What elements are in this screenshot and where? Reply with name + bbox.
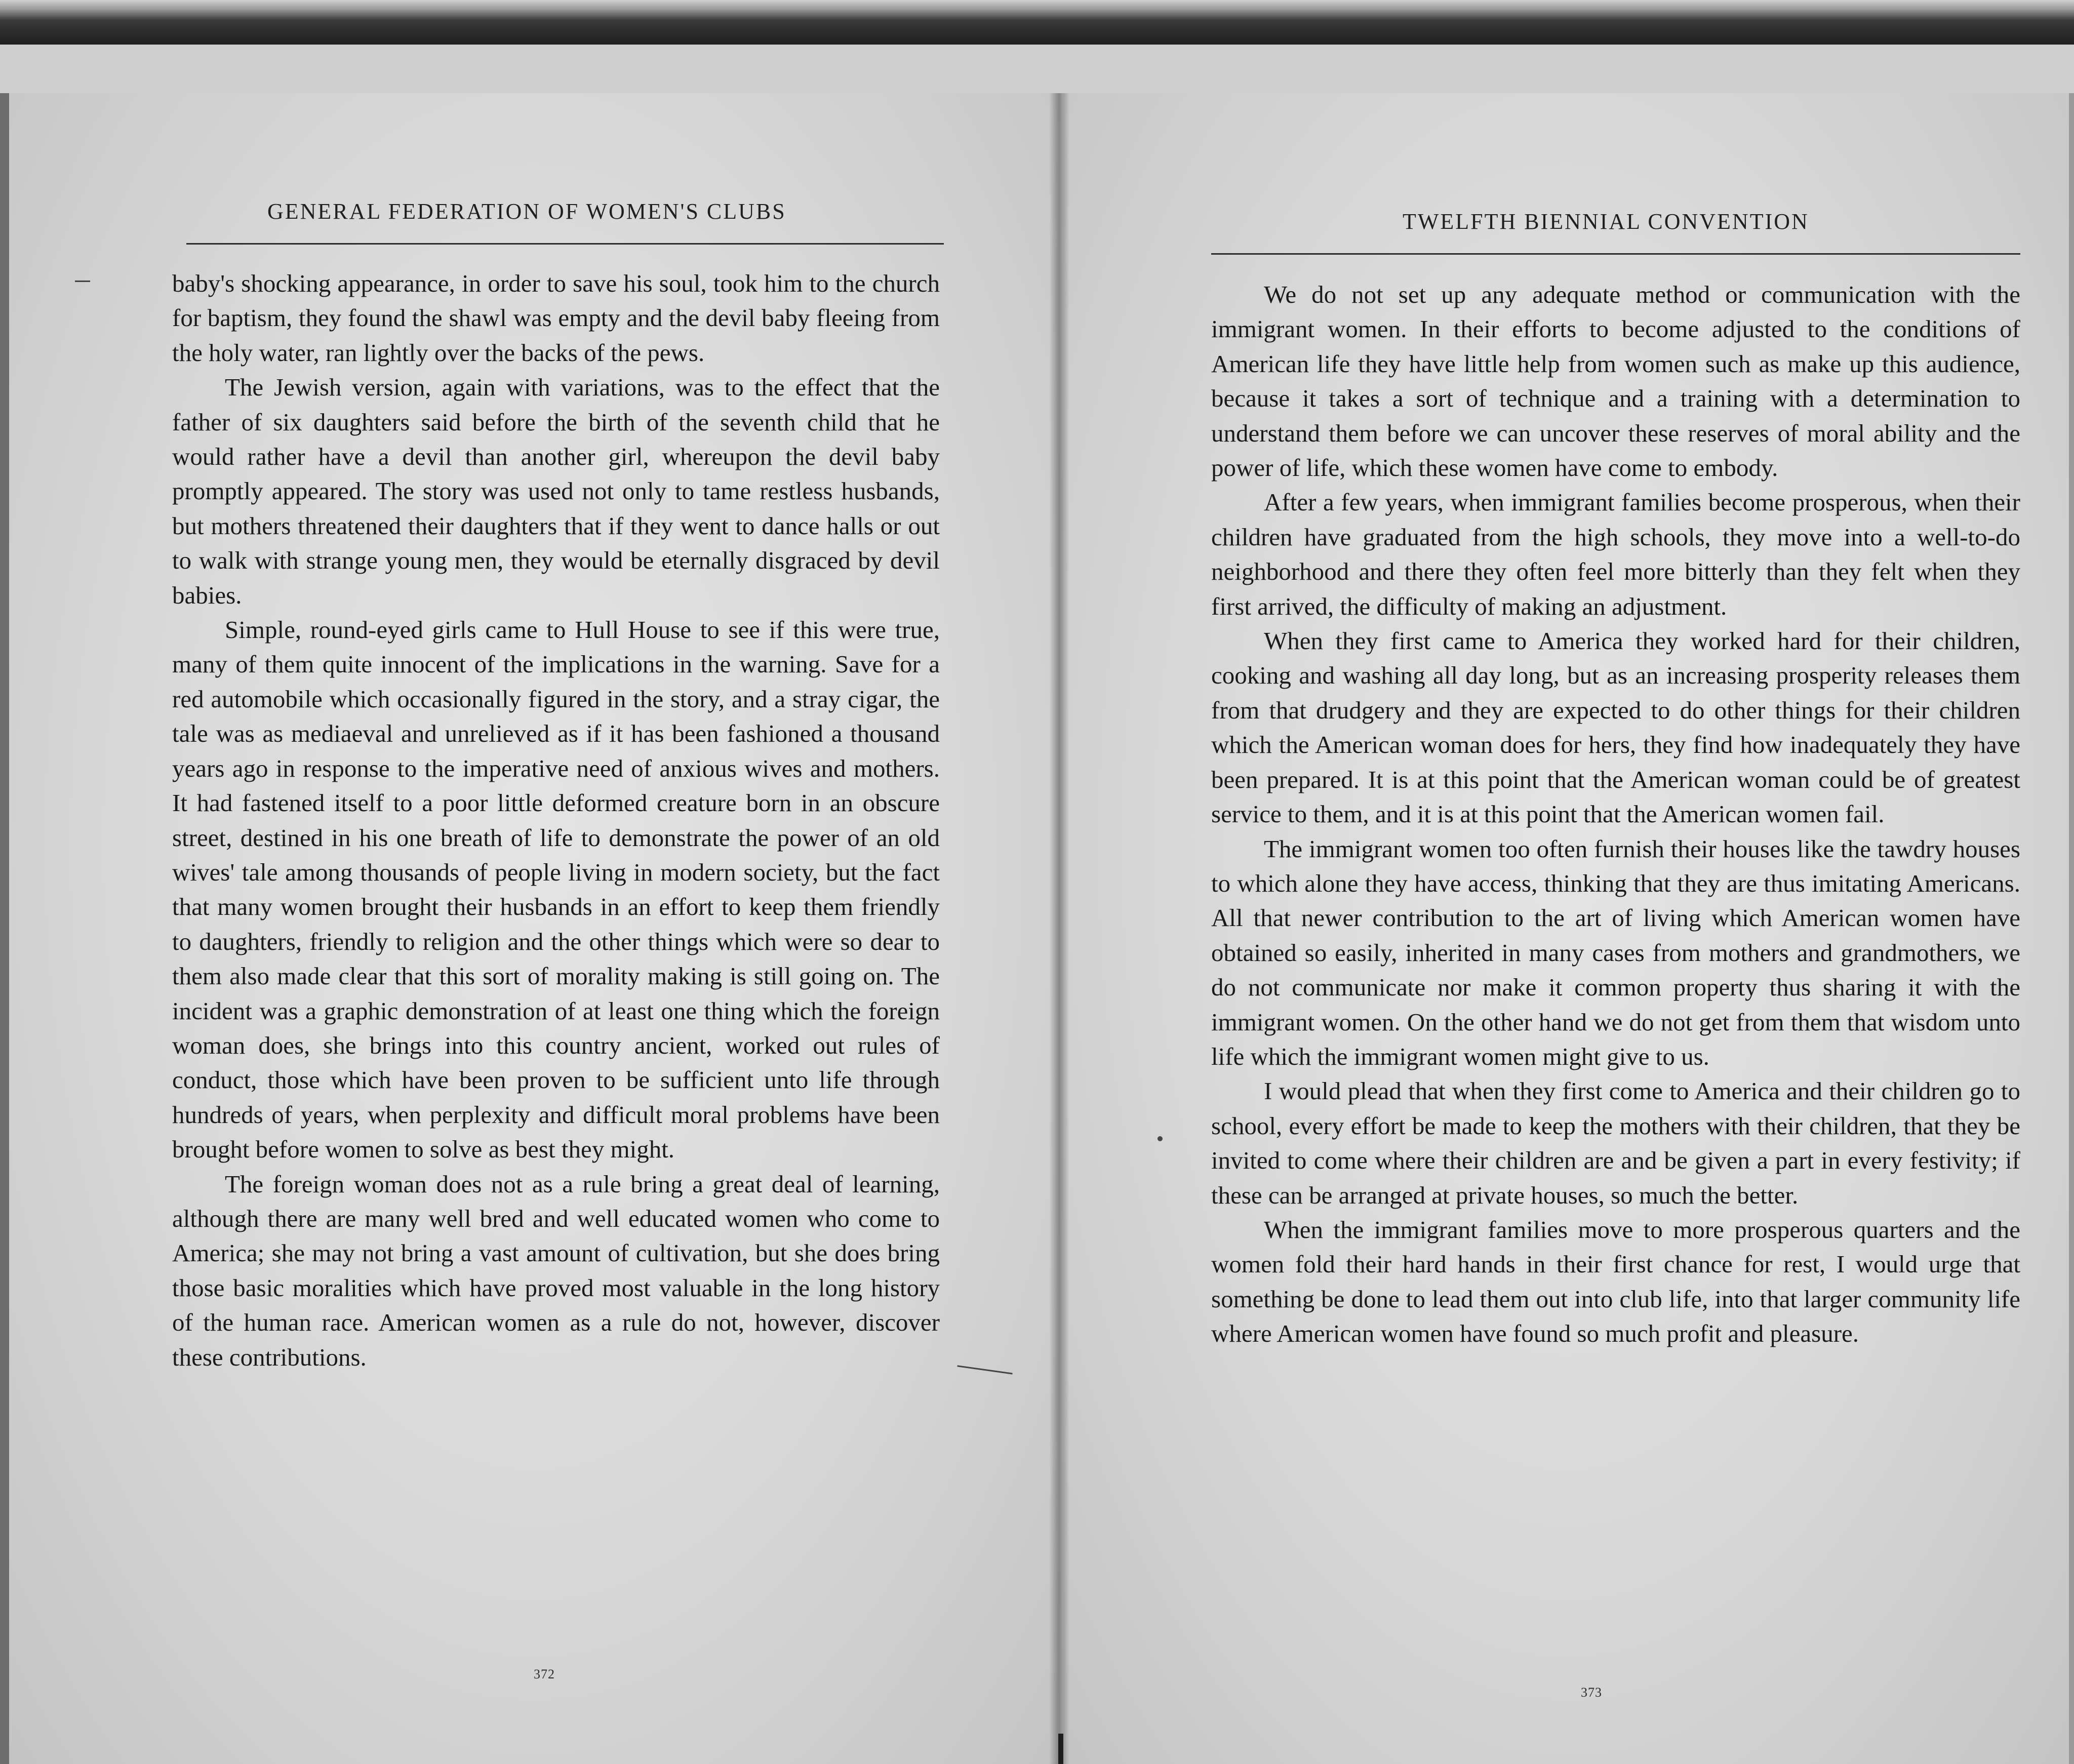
paragraph: The foreign woman does not as a rule bring a great deal of learning, although there are many well bred and well educated women who come to America; she may not bring a vast amount of cultivation, but she does bring those basic moralities which have proved most valuable in the long history of the human race. American women as a rule do not, however, discover these contributions. (172, 1170, 940, 1371)
paragraph: Simple, round-eyed girls came to Hull House to see if this were true, many of them quite innocent of the implications in the warning. Save for a red automobile which occasionally figured in the story, and a stray cigar, the tale was as mediaeval and unrelieved as if it has been fashioned a thousand years ago in response to the imperative need of anxious wives and mothers. It had fastened itself to a poor little deformed creature born in an obscure street, destined in his one breath of life to demonstrate the power of an old wives' tale among thousands of people living in modern society, but the fact that many women brought their husbands in an effort to keep them friendly to daughters, friendly to religion and the other things which were so dear to them also made clear that this sort of morality making is still going on. The incident was a graphic demonstration of at least one thing which the foreign woman does, she brings into this country ancient, worked out rules of conduct, those which have been proven to be sufficient unto life through hundreds of years, when perplexity and difficult moral problems have been brought before women to solve as best they might. (172, 616, 940, 1164)
scan-top-edge (0, 0, 2074, 46)
scan-mark (75, 280, 90, 282)
left-page (0, 93, 1058, 1764)
running-head-right: TWELFTH BIENNIAL CONVENTION (1403, 209, 1809, 234)
right-page (1063, 93, 2074, 1764)
left-page-body (172, 266, 940, 1375)
scan-mark (957, 1365, 1012, 1374)
book-gutter (1049, 93, 1069, 1764)
paragraph: After a few years, when immigrant families become prosperous, when their children have graduated from the high schools, they move into a well-to-do neighborhood and there they often feel more bitterly than they felt when they first arrived, the difficulty of making an adjustment. (1211, 488, 2020, 620)
paragraph: The immigrant women too often furnish their houses like the tawdry houses to which alone they have access, thinking that they are thus imitating Americans. All that newer contribution to the art of living which American women have obtained so easily, inherited in many cases from mothers and grandmothers, we do not communicate nor make it common property thus sharing it with the immigrant women. On the other hand we do not get from them that wisdom unto life which the immigrant women might give to us. (1211, 834, 2020, 1070)
paragraph: We do not set up any adequate method or communication with the immigrant women. In their efforts to become adjusted to the conditions of American life they have little help from women such as make up this audience, because it takes a sort of technique and a training with a determination to understand them before we can uncover these reserves of moral ability and the power of life, which these women have come to embody. (1211, 280, 2020, 482)
paragraph: The Jewish version, again with variations, was to the effect that the father of six daughters said before the birth of the seventh child that he would rather have a devil than another girl, whereupon the devil baby promptly appeared. The story was used not only to tame restless husbands, but mothers threatened their daughters that if they went to dance halls or out to walk with strange young men, they would be eternally disgraced by devil babies. (172, 373, 940, 609)
page-number-right: 373 (1581, 1685, 1602, 1700)
page-number-left: 372 (534, 1667, 555, 1681)
paragraph: baby's shocking appearance, in order to save his soul, took him to the church for baptism, they found the shawl was empty and the devil baby fleeing from the holy water, ran lightly over the backs of the pews. (172, 269, 940, 367)
paragraph: When the immigrant families move to more prosperous quarters and the women fold their hard hands in their first chance for rest, I would urge that something be done to lead them out into club life, into that larger community life where American women have found so much profit and pleasure. (1211, 1215, 2020, 1348)
header-rule-right (1211, 253, 2020, 255)
book-spread (0, 45, 2074, 1734)
paragraph: When they first came to America they worked hard for their children, cooking and washing all day long, but as an increasing prosperity releases them from that drudgery and they are expected to do other things for their children which the American woman does for hers, they find how inadequately they have been prepared. It is at this point that the American woman could be of greatest service to them, and it is at this point that the American women fail. (1211, 627, 2020, 828)
right-page-body (1211, 277, 2020, 1351)
paragraph: I would plead that when they first come to America and their children go to school, every effort be made to keep the mothers with their children, that they be invited to come where their children are and be given a part in every festivity; if these can be arranged at private houses, so much the better. (1211, 1077, 2020, 1209)
running-head-left: GENERAL FEDERATION OF WOMEN'S CLUBS (267, 199, 786, 224)
header-rule-left (186, 243, 944, 245)
scan-mark (1158, 1136, 1163, 1141)
